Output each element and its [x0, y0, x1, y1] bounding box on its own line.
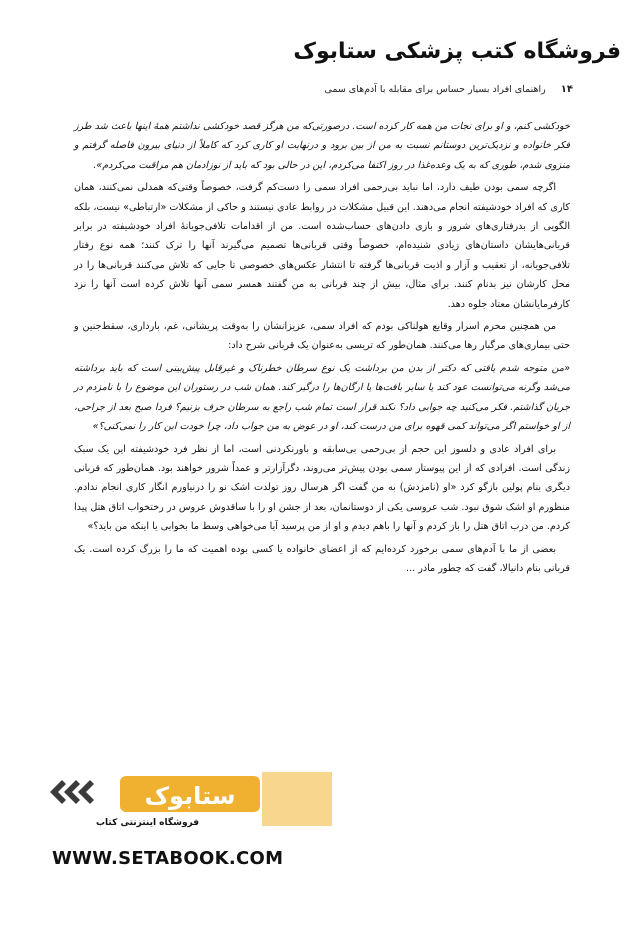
watermark-site: WWW.SETABOOK.COM [52, 848, 284, 869]
paragraph: بعضی از ما با آدم‌های سمی برخورد کرده‌ایم که از اعضای خانواده یا کسی بوده اهمیت که ما را بزرگ کرده است. یک قربانی بنام دانیالا، گفت که چطور مادر ... [74, 543, 570, 574]
watermark [40, 772, 340, 842]
paragraph: اگرچه سمی بودن طیف دارد، اما نباید بی‌رحمی افراد سمی را دست‌کم گرفت، خصوصاً وقتی‌که همدلی نمی‌کنند، همان کاری که افراد خودشیفته انجام می‌دهند. این قبیل مشکلات در روابط عادی نیستند و حاکی از مشکلات «ارتباطی» نیست، بلکه الگویی از بدرفتاری‌های شرور و بازی دادن‌های حساب‌شده است. من از اقدامات تلافی‌جویانهٔ افراد خودشیفته در برابر قربانی‌هایشان داستان‌های زیادی شنیده‌ام، خصوصاً وقتی قربانی‌ها تصمیم می‌گیرند آنها را ترک کنند؛ همه نوع رفتار تلافی‌جویانه، از تعقیب و آزار و اذیت قربانی‌ها گرفته تا انتشار عکس‌های خصوصی تا جایی که تلاش می‌کنند قربانی‌ها را در محل کارشان نیز بدنام کنند. برای مثال، بیش از چند قربانی به من گفتند همسر سمی آنها تلاش کرده است آنها را نزد کارفرمایانشان معتاد جلوه دهد. [74, 182, 570, 310]
brand-wordmark: ستابوک [144, 782, 236, 810]
page-number: ۱۴ [560, 84, 573, 95]
paragraph: من همچنین محرم اسرار وقایع هولناکی بودم که افراد سمی، عزیزانشان را به‌وقت پریشانی، غم، بارداری، سقط‌جنین و حتی بیماری‌های مرگبار رها می‌کنند. همان‌طور که تریسی به‌عنوان یک قربانی شرح داد: [74, 321, 570, 352]
store-title: فروشگاه کتب پزشکی ستابوک [293, 39, 621, 64]
paragraph: «من متوجه شدم یافتی که دکتر از بدن من برداشت یک نوع سرطان خطرناک و غیرقابل پیش‌بینی است که باید برداشته می‌شد وگرنه می‌توانست عود کند یا سایر بافت‌ها یا ارگان‌ها را درگیر کند. همان شب در رستوران این موضوع را با نامزدم در جریان گذاشتم. فکر می‌کنید چه جوابی داد؟ نکند قرار است تمام شب راجع به سرطان حرف بزنیم؟ فردا صبح بعد از جراحی، از او خواستم اگر می‌تواند کمی قهوه برای من درست کند، او در عوض به من جواب داد، چرا خودت این کار را نمی‌کنی؟» [74, 362, 570, 433]
watermark-tagline: فروشگاه اینترنتی کتاب [96, 818, 200, 828]
paragraph: خودکشی کنم، و او برای نجات من همه کار کرده است. درصورتی‌که من هرگز قصد خودکشی نداشتم همهٔ اینها باعث شد طرز فکر خانواده و نزدیک‌ترین دوستانم نسبت به من از بین برود و درنهایت او کاری کرد که کاملاً از دنیای بیرون فاصله گرفتم و منزوی شدم، طوری که به یک وعده‌غذا در روز اکتفا می‌کردم، این در حالی بود که باید از نوزادمان هم مراقبت می‌کردم». [74, 121, 570, 171]
body-text [74, 117, 570, 578]
running-head [324, 84, 573, 95]
running-head-title: راهنمای افراد بسیار حساس برای مقابله با آدم‌های سمی [324, 84, 546, 95]
paragraph: برای افراد عادی و دلسوز این حجم از بی‌رحمی بی‌سابقه و باورنکردنی است، اما از نظر فرد خودشیفته این یک سبک زندگی است. افرادی که از این پیوستار سمی بودن پیش‌تر می‌روند، دگرآزارتر و عمداً شرور خواهند بود. همان‌طور که قربانی دیگری بنام پولین بازگو کرد «او (نامزدش) به من گفت اگر هرسال روز تولدت اشک نو را درنیاورم انگار کاری انجام ندادم. منظورم او اشک شوق نبود. شب عروسی یکی از دوستانمان، بعد از جشن او را با ساقدوش عروس در رختخواب اتاق هتل پیدا کردم. من درب اتاق هتل را باز کردم و آنها را باهم دیدم و او از من پرسید آیا می‌خواهی وسط ما بخوابی یا اینکه من باید؟» [74, 443, 570, 533]
